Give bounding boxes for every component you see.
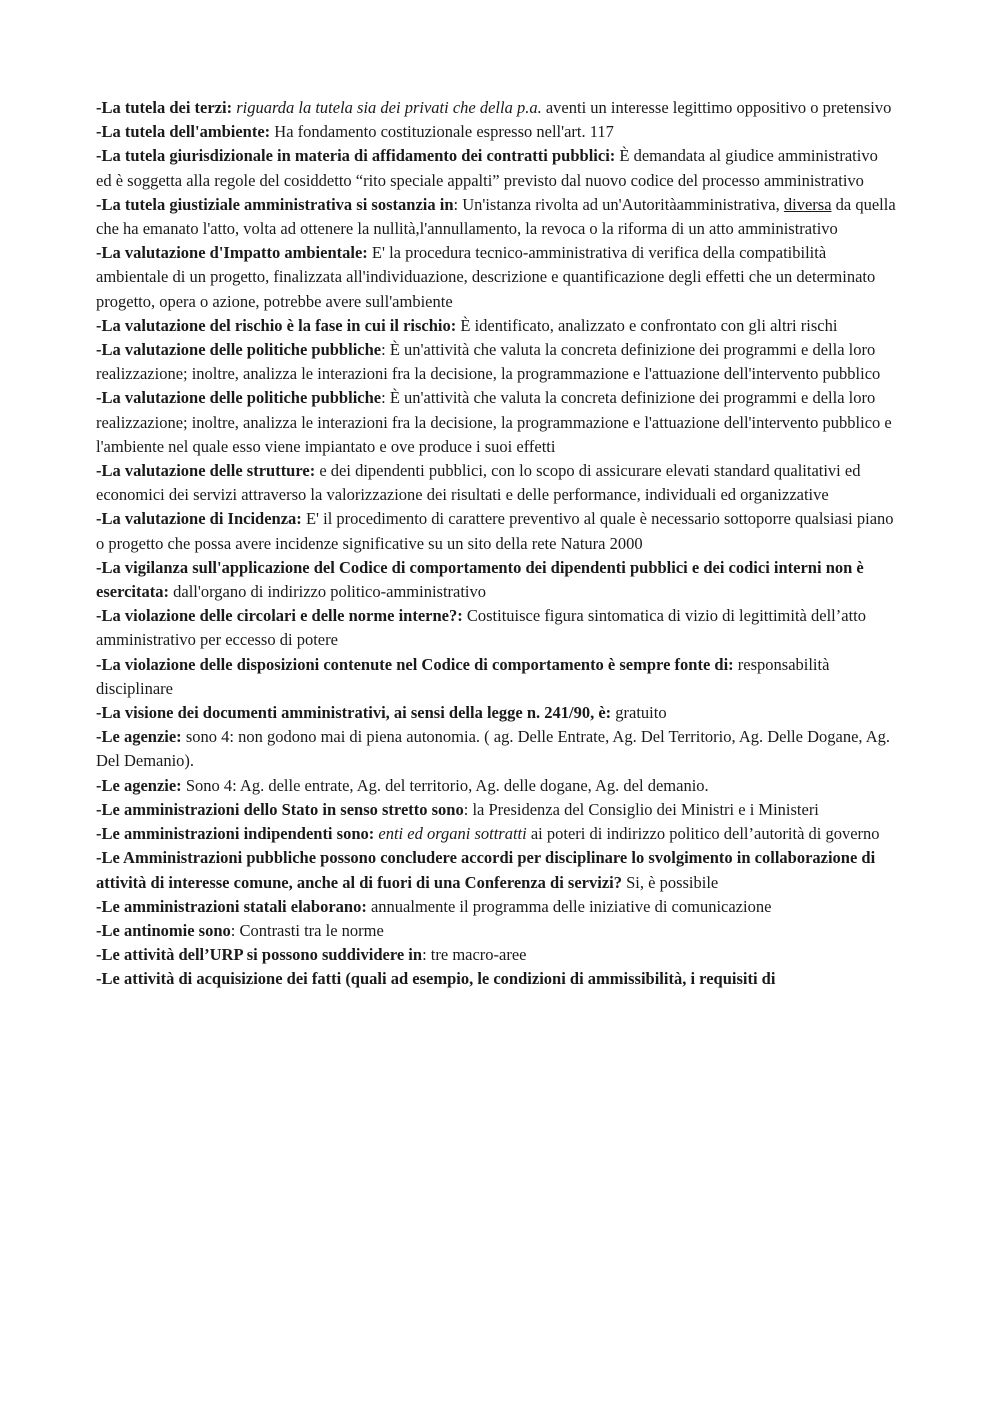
glossary-entry	[96, 144, 896, 192]
entry-definition: : Contrasti tra le norme	[230, 920, 384, 940]
entry-term: -Le Amministrazioni pubbliche possono concludere accordi per disciplinare lo svolgimento in collaborazione di attività di interesse comune, anche al di fuori di una Conferenza di servizi?	[96, 848, 876, 892]
entry-definition: e dei dipendenti pubblici, con lo scopo di assicurare elevati standard qualitativi ed economici dei servizi attraverso la valorizzazione dei risultati e delle performance, individuali ed organizzative	[96, 461, 861, 505]
entry-term: -Le attività di acquisizione dei fatti (quali ad esempio, le condizioni di ammissibilità, i requisiti di	[96, 969, 776, 989]
entry-definition: responsabilità disciplinare	[96, 654, 830, 698]
entry-term: -La tutela dei terzi:	[96, 98, 233, 117]
entry-term: -La valutazione delle strutture:	[96, 461, 316, 481]
entry-term: -La violazione delle circolari e delle norme interne?:	[96, 606, 463, 626]
glossary-entry	[96, 507, 896, 555]
entry-definition: : tre macro-aree	[422, 945, 527, 965]
glossary-entry	[96, 604, 896, 652]
glossary-entry	[96, 774, 896, 798]
entry-term: -La tutela dell'ambiente:	[96, 122, 271, 142]
glossary-entry	[96, 314, 896, 338]
entry-definition: Si, è possibile	[622, 872, 719, 892]
entry-term: -Le amministrazioni indipendenti sono:	[96, 824, 375, 844]
entry-underlined-text: diversa	[783, 194, 832, 214]
glossary-entry	[96, 120, 896, 144]
glossary-entry	[96, 556, 896, 604]
entry-definition: dall'organo di indirizzo politico-amministrativo	[169, 582, 487, 602]
entry-definition: Sono 4: Ag. delle entrate, Ag. del territorio, Ag. delle dogane, Ag. del demanio.	[181, 775, 709, 795]
glossary-entry	[96, 386, 896, 459]
entry-term: -La valutazione d'Impatto ambientale:	[96, 243, 368, 263]
entry-term: -Le agenzie:	[96, 727, 182, 747]
entry-term: -Le agenzie:	[96, 775, 182, 795]
entry-term: -La tutela giurisdizionale in materia di affidamento dei contratti pubblici:	[96, 146, 616, 166]
entry-definition: È identificato, analizzato e confrontato con gli altri rischi	[456, 315, 838, 335]
entry-definition: : la Presidenza del Consiglio dei Ministri e i Ministeri	[463, 799, 819, 819]
entry-definition: E' il procedimento di carattere preventivo al quale è necessario sottoporre qualsiasi piano o progetto che possa avere incidenze significative su un sito della rete Natura 2000	[96, 509, 894, 553]
entry-italic-text: riguarda la tutela sia dei privati che della p.a.	[236, 98, 542, 117]
glossary-entry	[96, 943, 896, 967]
glossary-entry	[96, 459, 896, 507]
entry-definition: aventi un interesse legittimo oppositivo o pretensivo	[541, 98, 892, 117]
glossary-entry	[96, 919, 896, 943]
glossary-entry	[96, 193, 896, 241]
glossary-entry	[96, 96, 896, 120]
entry-term: -La valutazione del rischio è la fase in cui il rischio:	[96, 315, 457, 335]
entry-definition: ai poteri di indirizzo politico dell’autorità di governo	[526, 824, 880, 844]
glossary-entry	[96, 798, 896, 822]
glossary-entry	[96, 725, 896, 773]
glossary-entry	[96, 653, 896, 701]
entry-term: -Le antinomie sono	[96, 920, 231, 940]
entry-definition: sono 4: non godono mai di piena autonomia. ( ag. Delle Entrate, Ag. Del Territorio, Ag. Delle Dogane, Ag. Del Demanio).	[96, 727, 891, 771]
glossary-entry	[96, 967, 896, 991]
entry-term: -La valutazione delle politiche pubbliche	[96, 340, 382, 360]
entry-definition: Ha fondamento costituzionale espresso nell'art. 117	[270, 122, 614, 142]
entry-definition: E' la procedura tecnico-amministrativa di verifica della compatibilità ambientale di un progetto, finalizzata all'individuazione, descrizione e quantificazione degli effetti che un determinato progetto, opera o azione, potrebbe avere sull'ambiente	[96, 243, 876, 311]
entry-term: -La violazione delle disposizioni contenute nel Codice di comportamento è sempre fonte di:	[96, 654, 734, 674]
entry-definition: : È un'attività che valuta la concreta definizione dei programmi e della loro realizzazione; inoltre, analizza le interazioni fra la decisione, la programmazione e l'attuazione dell'intervento pubblico e l'ambiente nel quale esso viene impiantato e ove produce i suoi effetti	[96, 388, 892, 456]
entry-term: -Le attività dell’URP si possono suddividere in	[96, 945, 423, 965]
entry-definition: gratuito	[611, 703, 667, 723]
entry-term: -Le amministrazioni dello Stato in senso stretto sono	[96, 799, 464, 819]
glossary-entry	[96, 701, 896, 725]
entry-italic-text: enti ed organi sottratti	[378, 824, 527, 844]
glossary-entry	[96, 822, 896, 846]
entry-term: -Le amministrazioni statali elaborano:	[96, 896, 367, 916]
entry-term: -La valutazione di Incidenza:	[96, 509, 302, 529]
entry-definition: annualmente il programma delle iniziative di comunicazione	[366, 896, 772, 916]
entry-definition: È demandata al giudice amministrativo ed è soggetta alla regole del cosiddetto “rito speciale appalti” previsto dal nuovo codice del processo amministrativo	[96, 146, 878, 190]
entry-definition: da quella che ha emanato l'atto, volta ad ottenere la nullità,l'annullamento, la revoca o la riforma di un atto amministrativo	[96, 194, 896, 239]
entry-definition: : È un'attività che valuta la concreta definizione dei programmi e della loro realizzazione; inoltre, analizza le interazioni fra la decisione, la programmazione e l'attuazione dell'intervento pubblico	[96, 340, 881, 384]
document-page	[96, 96, 896, 992]
glossary-entry	[96, 241, 896, 314]
entry-term: -La valutazione delle politiche pubbliche	[96, 388, 382, 408]
glossary-entry	[96, 846, 896, 894]
glossary-entry	[96, 895, 896, 919]
entry-definition: Costituisce figura sintomatica di vizio di legittimità dell’atto amministrativo per eccesso di potere	[96, 606, 866, 650]
entry-definition: : Un'istanza rivolta ad un'Autoritàamministrativa,	[453, 194, 784, 214]
entry-term: -La vigilanza sull'applicazione del Codice di comportamento dei dipendenti pubblici e dei codici interni non è esercitata:	[96, 557, 864, 602]
glossary-entry	[96, 338, 896, 386]
entry-term: -La tutela giustiziale amministrativa si sostanzia in	[96, 194, 454, 214]
entry-term: -La visione dei documenti amministrativi, ai sensi della legge n. 241/90, è:	[96, 703, 612, 723]
